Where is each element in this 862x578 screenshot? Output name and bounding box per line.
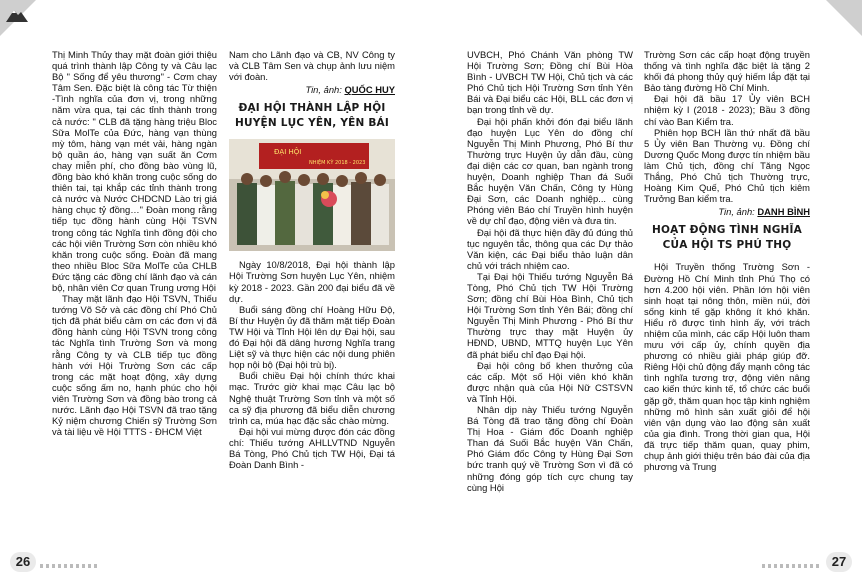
credit-name: QUỐC HUY (344, 84, 395, 96)
mountain-logo-icon (6, 6, 28, 22)
corner-decoration (826, 0, 862, 36)
paragraph: Đại hội phấn khởi đón đại biểu lãnh đạo huyện Lục Yên do đồng chí Nguyễn Thị Minh Phương, Phó Bí thư Thường trực Huyện ủy dẫn đầu, cùng đại diện các cơ quan, ban ngành trong huyện, Doanh nghiệp Than đá Suối Bắc huyện Văn Chấn, Công ty Hùng Đại Sơn, các Doanh nghiệp... cùng Phóng viên Báo chí Truyền hình huyện về dự chỉ đạo, động viên và đưa tin. (467, 115, 633, 227)
paragraph: Đại hội đã bầu 17 Ủy viên BCH nhiệm kỳ I (2018 - 2023); Bầu 3 đồng chí vào Ban Kiểm tra. (644, 93, 810, 127)
article-headline: ĐẠI HỘI THÀNH LẬP HỘI HUYỆN LỤC YÊN, YÊN BÁI (235, 102, 389, 130)
photo-credit (644, 206, 810, 217)
left-column-2 (229, 49, 395, 470)
page-number: 27 (826, 552, 852, 572)
paragraph: Phiên họp BCH lần thứ nhất đã bầu 5 Ủy viên Ban Thường vụ. Đồng chí Dương Quốc Mong được tín nhiệm bầu làm Chủ tịch, đồng chí Tăng Ngọc Thắng, Phó Chủ tịch Thường trực, Hoàng Kim Quế, Phó Chủ tịch kiêm Trưởng Ban kiểm tra. (644, 126, 810, 205)
paragraph: Đại hội đã thực hiện đầy đủ đúng thủ tục nguyên tắc, thông qua các Dự thảo Văn kiện, các Đại biểu thảo luận dân chủ với trách nhiệm cao. (467, 226, 633, 271)
credit-name: DANH BÌNH (757, 206, 810, 218)
paragraph: Nhân dịp này Thiếu tướng Nguyễn Bá Tòng đã trao tặng đồng chí Đoàn Thị Hoa - Giám đốc Doanh nghiệp Than đá Suối Bắc huyện Văn Chấn, Phó Giám đốc Công ty Hùng Đại Sơn bức tranh quý về Trường Sơn vì đã có những đóng góp tích cực chung tay cùng Hội (467, 404, 633, 493)
right-column-2 (644, 49, 810, 472)
paragraph: Ngày 10/8/2018, Đại hội thành lập Hội Trường Sơn huyện Lục Yên, nhiệm kỳ 2018 - 2023. Gần 200 đại biểu đã về dự. (229, 259, 395, 304)
banner-text: ĐẠI HỘI (274, 148, 302, 157)
photo-credit (229, 84, 395, 95)
paragraph: Thay mặt lãnh đạo Hội TSVN, Thiếu tướng Võ Sở và các đồng chí Phó Chủ tịch đã phát biểu cảm ơn các đơn vị đã đồng hành cùng Hội TSVN trong công tác Nghĩa tình Trường Sơn và mong rằng Công ty và CLB tiếp tục đồng hành với Hội Trường Sơn các cấp trong các mặt hoạt động, xây dựng cuộc sống ấm no, hạnh phúc cho hội viên Trường Sơn và đồng bào trong cả nước. Lãnh đạo Hội TSVN đã trao tặng Kỷ niệm chương Chiến sỹ Trường Sơn và tài liệu về Hội TTTS - ĐHCM Việt (52, 293, 217, 438)
paragraph: Tại Đại hội Thiếu tướng Nguyễn Bá Tòng, Phó Chủ tịch TW Hội Trường Sơn; đồng chí Bùi Hòa Bình, Chủ tịch Hội Trường Sơn tỉnh Yên Bái; đồng chí Nguyễn Thị Minh Phương - Phó Bí thư Thường trực thay mặt Huyện ủy HĐND, UBND, MTTQ huyện Lục Yên đã phát biểu chỉ đạo Đại hội. (467, 270, 633, 360)
footer-dots (40, 564, 100, 568)
paragraph: Thị Minh Thủy thay mặt đoàn giới thiệu quá trình thành lập Công ty và Câu lạc Bộ " Sống để yêu thương" - Cơm chay Tâm Sen. Đặc biệt là công tác Từ thiện -Tình nghĩa của đơn vị, trong những năm vừa qua, tại các tỉnh thành trong cả nước: " CLB đã tặng hàng triệu Bloc Sữa MolTe của Đức, hàng vạn thùng mỳ tôm, hàng vạn mét vải, hàng ngàn bộ quần áo, hàng vạn suất ăn Cơm chay miễn phí, cho đồng bào vùng lũ, đồng bào khó khăn trong cuộc sống do thiên tai, tại khắp các tỉnh thành trong cả nước và Nước CHDCND Lào trị giá hàng chục tỷ đồng…" Đoàn mong rằng tiếp tục đồng hành cùng Hội TSVN trong công tác Nghĩa tình đồng đội cho các hội viên Trường Sơn còn nhiều khó khăn trong cuộc sống. Đoàn đã mang theo nhiều Bloc Sữa MolTe của CHLB Đức tặng các đồng chí lãnh đạo và cán bộ, nhân viên Cơ quan Trung ương Hội (52, 49, 217, 293)
paragraph: Buổi chiều Đại hội chính thức khai mạc. Trước giờ khai mạc Câu lạc bộ Nghệ thuật Trường Sơn tỉnh và một số ca sỹ địa phương đã biểu diễn chương trình ca, múa hạc đặc sắc chào mừng. (229, 370, 395, 426)
footer-dots (762, 564, 822, 568)
page-number: 26 (10, 552, 36, 572)
paragraph: Buổi sáng đồng chí Hoàng Hữu Độ, Bí thư Huyện ủy đã thăm mặt tiếp Đoàn TW Hội và Tỉnh Hội lên dự Đại hội, sau đó Đại hội đã dâng hương Nghĩa trang Liệt sỹ và thực hiện các nội dung phiên họp nội bộ (Đại hội trù bị). (229, 303, 395, 371)
paragraph: Đại hội công bố khen thưởng của các cấp. Một số Hội viên khó khăn được nhận quà của Hội Nữ CSTSVN và Tỉnh Hội. (467, 359, 633, 404)
paragraph: Đại hội vui mừng được đón các đồng chí: Thiếu tướng AHLLVTND Nguyễn Bá Tòng, Phó Chủ tịch TW Hội, Đại tá Đoàn Danh Bình - (229, 425, 395, 471)
banner-subtext: NHIỆM KỲ 2018 - 2023 (309, 160, 366, 167)
paragraph: Nam cho Lãnh đạo và CB, NV Công ty và CLB Tâm Sen và chụp ảnh lưu niệm với đoàn. (229, 49, 395, 83)
right-page (431, 0, 862, 578)
left-column-1 (52, 49, 217, 437)
article-headline: HOẠT ĐỘNG TÌNH NGHĨA CỦA HỘI TS PHÚ THỌ (652, 224, 802, 252)
group-photo (229, 139, 395, 251)
credit-prefix: Tin, ảnh: (305, 84, 342, 96)
paragraph: Trường Sơn các cấp hoạt động truyền thống và tình nghĩa đặc biệt là tặng 2 khối đá phong thủy quý hiếm lắp đặt tại Bảo tàng đường Hồ Chí Minh. (644, 49, 810, 94)
paragraph: UVBCH, Phó Chánh Văn phòng TW Hội Trường Sơn; Đồng chí Bùi Hòa Bình - UVBCH TW Hội, Chủ tịch và các Phó Chủ tịch Hội Trường Sơn tỉnh Yên Bái và Đại biểu các Hội, BLL các đơn vị bạn trong tỉnh về dự. (467, 49, 633, 116)
right-column-1 (467, 49, 633, 493)
paragraph: Hội Truyền thống Trường Sơn - Đường Hồ Chí Minh tỉnh Phú Thọ có hơn 4.200 hội viên. Phần lớn hội viên sinh hoạt tại nông thôn, miền núi, đời sống kinh tế gặp không ít khó khăn. Hiểu rõ được tình hình ấy, với trách nhiệm của mình, các cấp Hội luôn tham mưu với cấp ủy, chính quyền địa phương có nhiều giải pháp giúp đỡ. Riêng Hội chủ động đẩy mạnh công tác tình nghĩa tương trợ, động viên nâng cao kiến thức kinh tế, tổ chức các buổi gặp gỡ, thăm quan học tập kinh nghiệm những mô hình sản xuất giỏi để hội viên vận dụng vào lao động sản xuất của gia đình. Trong thời gian qua, Hội đã trực tiếp thăm quan, quay phim, chụp ảnh giới thiệu trên báo đài của địa phương và Trung (644, 261, 810, 473)
credit-prefix: Tin, ảnh: (718, 206, 755, 218)
